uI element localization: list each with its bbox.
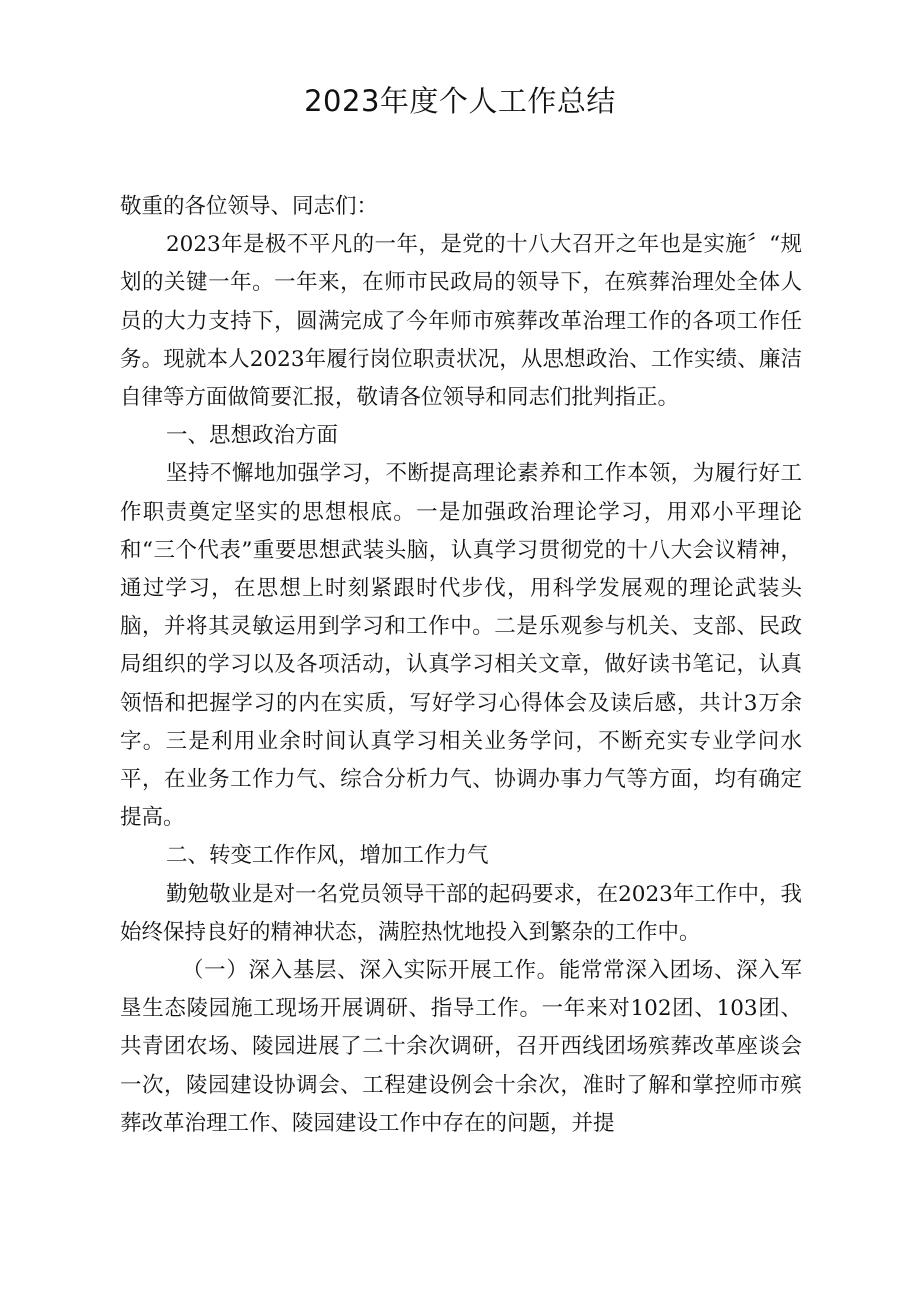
paragraph-political: 坚持不懈地加强学习，不断提高理论素养和工作本领，为履行好工作职责奠定坚实的思想根底。一是加强政治理论学习，用邓小平理论和“三个代表”重要思想武装头脑，认真学习贯彻党的十八大会议精神，通过学习，在思想上时刻紧跟时代步伐，用科学发展观的理论武装头脑，并将其灵敏运用到学习和工作中。二是乐观参与机关、支部、民政局组织的学习以及各项活动，认真学习相关文章，做好读书笔记，认真领悟和把握学习的内在实质，写好学习心得体会及读后感，共计3万余字。三是利用业余时间认真学习相关业务学问，不断充实专业学问水平，在业务工作力气、综合分析力气、协调办事力气等方面，均有确定提高。 [120, 461, 802, 831]
section-heading-work-style: 二、转变工作作风，增加工作力气 [166, 843, 489, 869]
paragraph-intro: 2023年是极不平凡的一年，是党的十八大召开之年也是实施〞“规划的关键一年。一年来，在师市民政局的领导下，在殡葬治理处全体人员的大力支持下，圆满完成了今年师市殡葬改革治理工作的各项工作任务。现就本人2023年履行岗位职责状况，从思想政治、工作实绩、廉洁自律等方面做简要汇报，敬请各位领导和同志们批判指正。 [120, 232, 802, 411]
paragraph-work-style: 勤勉敬业是对一名党员领导干部的起码要求，在2023年工作中，我始终保持良好的精神状态，满腔热忱地投入到繁杂的工作中。 [120, 881, 802, 945]
document-body [120, 188, 802, 1143]
salutation: 敬重的各位领导、同志们： [120, 194, 379, 219]
section-heading-political: 一、思想政治方面 [166, 423, 339, 449]
document-title: 2023年度个人工作总结 [304, 84, 616, 118]
paragraph-grassroots: （一）深入基层、深入实际开展工作。能常常深入团场、深入军垦生态陵园施工现场开展调研、指导工作。一年来对102团、103团、共青团农场、陵园进展了二十余次调研，召开西线团场殡葬改革座谈会一次，陵园建设协调会、工程建设例会十余次，准时了解和掌控师市殡葬改革治理工作、陵园建设工作中存在的问题，并提 [120, 958, 802, 1136]
